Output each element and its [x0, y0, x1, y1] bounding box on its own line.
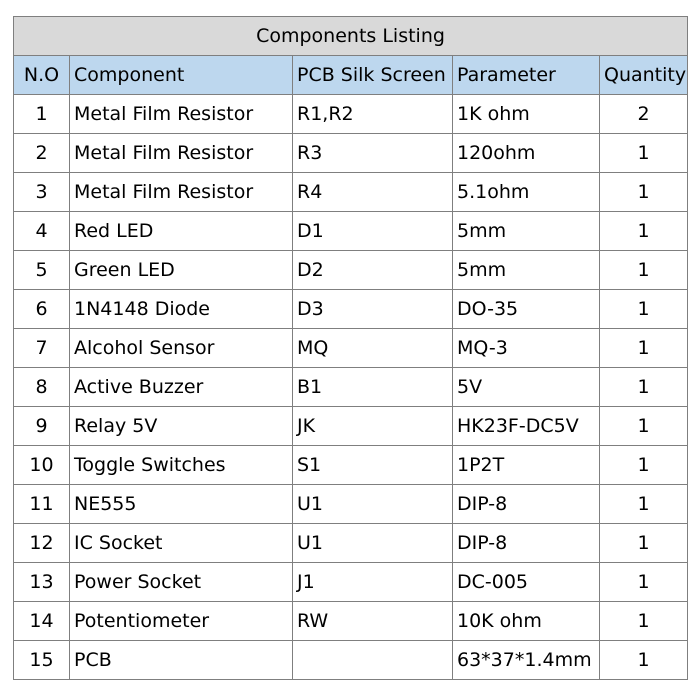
components-table — [13, 16, 688, 680]
cell-component: Metal Film Resistor — [70, 95, 293, 134]
cell-silk-screen: D3 — [293, 290, 453, 329]
cell-component: Power Socket — [70, 563, 293, 602]
cell-parameter: 1P2T — [453, 446, 600, 485]
cell-quantity: 1 — [600, 485, 688, 524]
cell-no: 3 — [14, 173, 70, 212]
header-component: Component — [70, 56, 293, 95]
table-row — [14, 329, 688, 368]
table-row — [14, 446, 688, 485]
table-body — [14, 95, 688, 680]
cell-silk-screen: R3 — [293, 134, 453, 173]
cell-no: 9 — [14, 407, 70, 446]
cell-no: 1 — [14, 95, 70, 134]
cell-component: Metal Film Resistor — [70, 134, 293, 173]
cell-quantity: 1 — [600, 251, 688, 290]
cell-quantity: 1 — [600, 641, 688, 680]
cell-quantity: 1 — [600, 602, 688, 641]
table-row — [14, 173, 688, 212]
cell-parameter: 5.1ohm — [453, 173, 600, 212]
cell-silk-screen: JK — [293, 407, 453, 446]
table-row — [14, 134, 688, 173]
cell-silk-screen: U1 — [293, 524, 453, 563]
header-parameter: Parameter — [453, 56, 600, 95]
cell-silk-screen: D1 — [293, 212, 453, 251]
cell-no: 8 — [14, 368, 70, 407]
cell-parameter: DIP-8 — [453, 524, 600, 563]
cell-component: Potentiometer — [70, 602, 293, 641]
header-silk-screen: PCB Silk Screen — [293, 56, 453, 95]
header-quantity: Quantity — [600, 56, 688, 95]
cell-quantity: 1 — [600, 212, 688, 251]
cell-component: Metal Film Resistor — [70, 173, 293, 212]
table-row — [14, 95, 688, 134]
cell-component: Alcohol Sensor — [70, 329, 293, 368]
cell-parameter: DC-005 — [453, 563, 600, 602]
cell-component: NE555 — [70, 485, 293, 524]
cell-silk-screen: S1 — [293, 446, 453, 485]
cell-no: 4 — [14, 212, 70, 251]
table-row — [14, 563, 688, 602]
table-row — [14, 524, 688, 563]
cell-quantity: 1 — [600, 290, 688, 329]
cell-silk-screen: MQ — [293, 329, 453, 368]
cell-component: Relay 5V — [70, 407, 293, 446]
cell-parameter: 63*37*1.4mm — [453, 641, 600, 680]
cell-quantity: 1 — [600, 446, 688, 485]
cell-parameter: 5V — [453, 368, 600, 407]
table-title-row — [14, 17, 688, 56]
cell-silk-screen — [293, 641, 453, 680]
table-row — [14, 212, 688, 251]
cell-component: IC Socket — [70, 524, 293, 563]
cell-component: Active Buzzer — [70, 368, 293, 407]
cell-component: Red LED — [70, 212, 293, 251]
cell-silk-screen: R1,R2 — [293, 95, 453, 134]
cell-component: 1N4148 Diode — [70, 290, 293, 329]
cell-parameter: 5mm — [453, 212, 600, 251]
cell-component: Toggle Switches — [70, 446, 293, 485]
table-row — [14, 368, 688, 407]
cell-parameter: MQ-3 — [453, 329, 600, 368]
table-row — [14, 407, 688, 446]
table-row — [14, 251, 688, 290]
cell-component: PCB — [70, 641, 293, 680]
cell-quantity: 1 — [600, 329, 688, 368]
cell-no: 5 — [14, 251, 70, 290]
cell-parameter: DIP-8 — [453, 485, 600, 524]
cell-parameter: HK23F-DC5V — [453, 407, 600, 446]
header-no: N.O — [14, 56, 70, 95]
cell-quantity: 1 — [600, 563, 688, 602]
table-header-row — [14, 56, 688, 95]
cell-quantity: 1 — [600, 524, 688, 563]
cell-no: 12 — [14, 524, 70, 563]
cell-silk-screen: RW — [293, 602, 453, 641]
cell-no: 13 — [14, 563, 70, 602]
cell-no: 11 — [14, 485, 70, 524]
cell-no: 2 — [14, 134, 70, 173]
cell-no: 6 — [14, 290, 70, 329]
cell-parameter: 5mm — [453, 251, 600, 290]
cell-no: 10 — [14, 446, 70, 485]
cell-parameter: 1K ohm — [453, 95, 600, 134]
cell-parameter: 10K ohm — [453, 602, 600, 641]
cell-parameter: DO-35 — [453, 290, 600, 329]
cell-silk-screen: J1 — [293, 563, 453, 602]
table-row — [14, 641, 688, 680]
table-row — [14, 602, 688, 641]
table-row — [14, 485, 688, 524]
cell-silk-screen: R4 — [293, 173, 453, 212]
cell-quantity: 1 — [600, 407, 688, 446]
cell-component: Green LED — [70, 251, 293, 290]
cell-silk-screen: D2 — [293, 251, 453, 290]
cell-silk-screen: B1 — [293, 368, 453, 407]
cell-parameter: 120ohm — [453, 134, 600, 173]
table-title: Components Listing — [14, 17, 688, 56]
cell-no: 7 — [14, 329, 70, 368]
cell-no: 14 — [14, 602, 70, 641]
cell-silk-screen: U1 — [293, 485, 453, 524]
cell-quantity: 1 — [600, 173, 688, 212]
cell-no: 15 — [14, 641, 70, 680]
cell-quantity: 2 — [600, 95, 688, 134]
cell-quantity: 1 — [600, 368, 688, 407]
cell-quantity: 1 — [600, 134, 688, 173]
table-row — [14, 290, 688, 329]
